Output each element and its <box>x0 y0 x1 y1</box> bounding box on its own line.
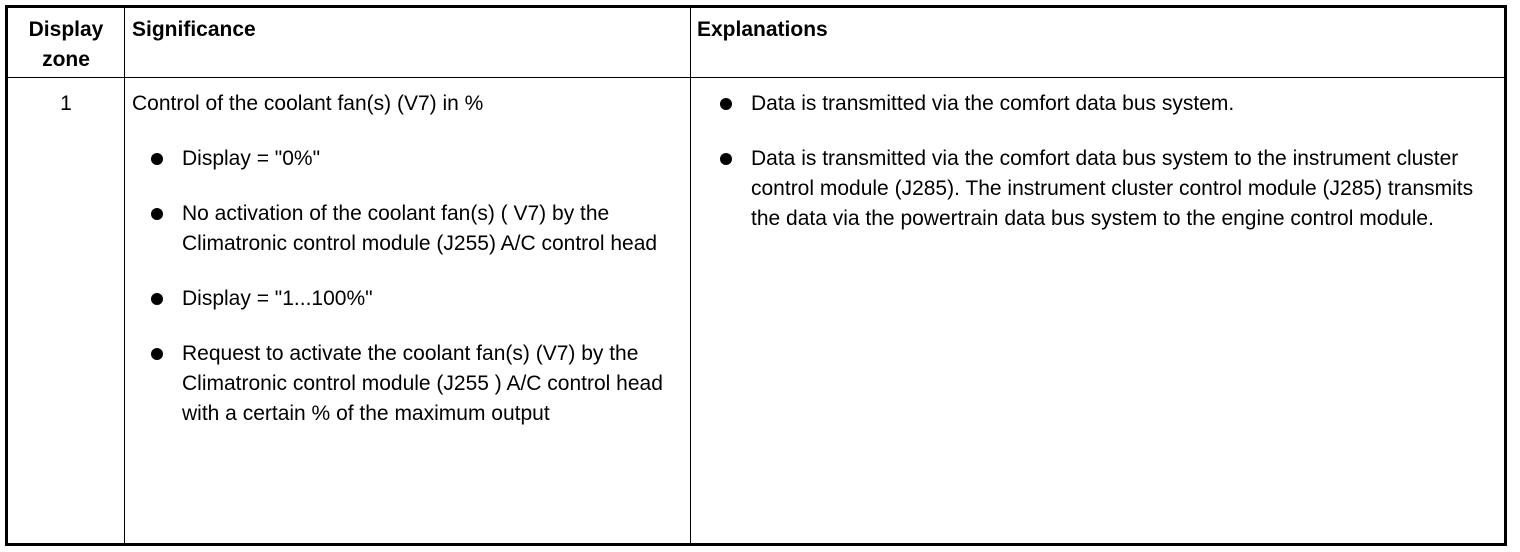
bullet-icon <box>151 208 163 220</box>
header-significance: Significance <box>132 18 256 41</box>
zone-number: 1 <box>60 92 72 115</box>
significance-item <box>134 144 686 174</box>
explanation-item <box>698 144 1504 234</box>
header-divider <box>8 77 1504 78</box>
bullet-icon <box>151 293 163 305</box>
significance-item <box>134 339 686 429</box>
significance-item <box>134 199 686 259</box>
significance-item <box>134 284 686 314</box>
data-table <box>5 5 1507 546</box>
header-explanations: Explanations <box>697 18 828 41</box>
explanation-list <box>698 89 1504 259</box>
bullet-icon <box>151 153 163 165</box>
explanation-item <box>698 89 1504 119</box>
significance-list <box>134 144 686 454</box>
bullet-icon <box>720 153 732 165</box>
significance-item-text: Display = "0%" <box>182 147 321 170</box>
explanation-item-text: Data is transmitted via the comfort data bus system to the instrument cluster control module (J285). The instrument cluster control module (J285) transmits the data via the powertrain data bus system to the engine control module. <box>751 147 1474 230</box>
explanation-item-text: Data is transmitted via the comfort data bus system. <box>751 92 1235 115</box>
significance-item-text: No activation of the coolant fan(s) ( V7) by the Climatronic control module (J255) A/C control head <box>182 202 658 255</box>
column-divider-significance <box>690 8 691 543</box>
bullet-icon <box>151 348 163 360</box>
header-display-zone: Display zone <box>28 18 104 71</box>
significance-intro: Control of the coolant fan(s) (V7) in % <box>132 92 484 115</box>
significance-item-text: Display = "1...100%" <box>182 287 373 310</box>
significance-item-text: Request to activate the coolant fan(s) (V7) by the Climatronic control module (J255 ) A/C control head with a certain % of the maximum output <box>182 342 663 425</box>
column-divider-zone <box>124 8 125 543</box>
bullet-icon <box>720 98 732 110</box>
